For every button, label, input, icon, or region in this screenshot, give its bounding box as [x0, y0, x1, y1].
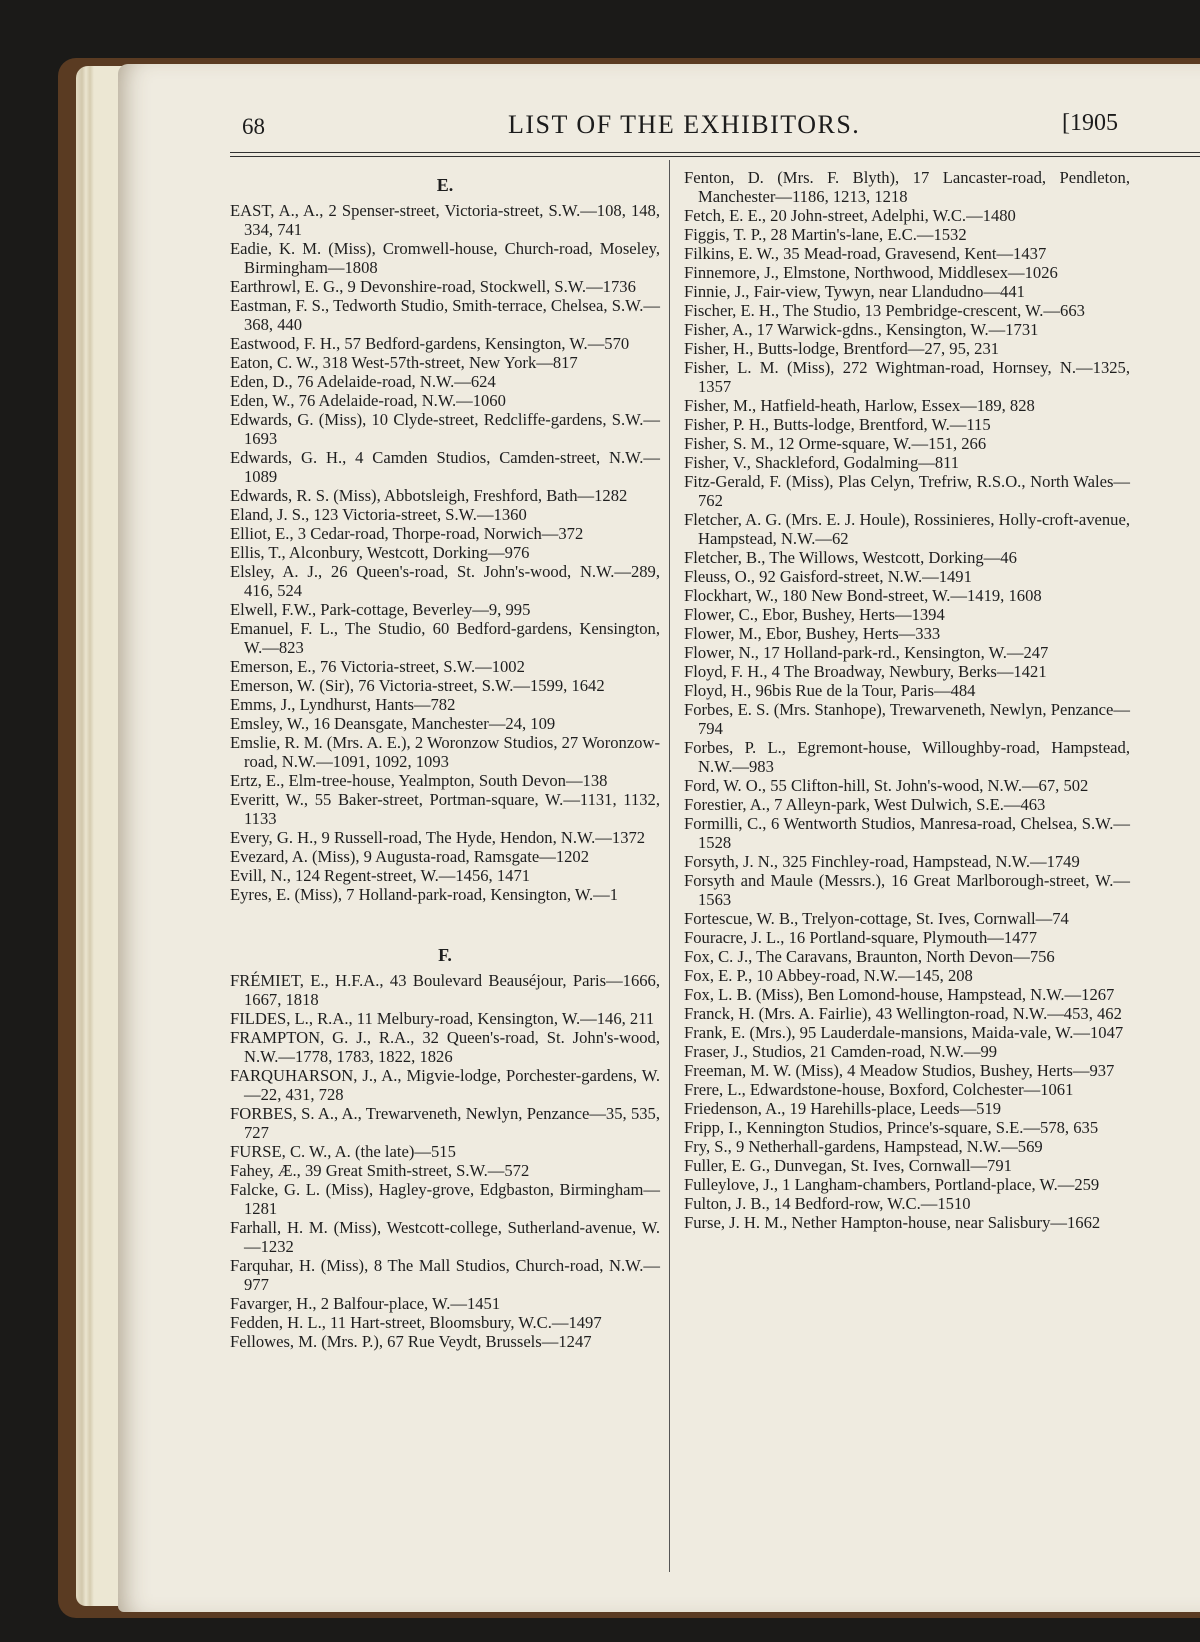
year-label: [1905: [1062, 110, 1118, 136]
exhibitor-entry: Ertz, E., Elm-tree-house, Yealmpton, South Devon—138: [230, 771, 608, 790]
exhibitor-entry: Forbes, E. S. (Mrs. Stanhope), Trewarveneth, Newlyn, Penzance—794: [684, 700, 1130, 738]
exhibitor-entry: Finnie, J., Fair-view, Tywyn, near Llandudno—441: [684, 282, 1025, 301]
column-divider: [669, 160, 670, 1572]
exhibitor-entry: Evill, N., 124 Regent-street, W.—1456, 1471: [230, 866, 531, 885]
exhibitor-entry: Fox, E. P., 10 Abbey-road, N.W.—145, 208: [684, 966, 973, 985]
exhibitor-entry: Friedenson, A., 19 Harehills-place, Leeds—519: [684, 1099, 1002, 1118]
book-page: [118, 64, 1200, 1612]
f-entries-right: [684, 168, 1130, 1232]
exhibitor-entry: Emms, J., Lyndhurst, Hants—782: [230, 695, 456, 714]
exhibitor-entry: Floyd, F. H., 4 The Broadway, Newbury, Berks—1421: [684, 662, 1047, 681]
exhibitor-entry: FORBES, S. A., A., Trewarveneth, Newlyn, Penzance—35, 535, 727: [230, 1104, 660, 1142]
exhibitor-entry: Elsley, A. J., 26 Queen's-road, St. John's-wood, N.W.—289, 416, 524: [230, 562, 660, 600]
exhibitor-entry: Fouracre, J. L., 16 Portland-square, Plymouth—1477: [684, 928, 1038, 947]
exhibitor-entry: Emslie, R. M. (Mrs. A. E.), 2 Woronzow Studios, 27 Woronzow-road, N.W.—1091, 1092, 1093: [230, 733, 660, 771]
exhibitor-entry: Furse, J. H. M., Nether Hampton-house, near Salisbury—1662: [684, 1213, 1101, 1232]
exhibitor-entry: Fisher, V., Shackleford, Godalming—811: [684, 453, 960, 472]
exhibitor-entry: Formilli, C., 6 Wentworth Studios, Manresa-road, Chelsea, S.W.—1528: [684, 814, 1130, 852]
exhibitor-entry: Fisher, A., 17 Warwick-gdns., Kensington, W.—1731: [684, 320, 1039, 339]
exhibitor-entry: Emanuel, F. L., The Studio, 60 Bedford-gardens, Kensington, W.—823: [230, 619, 660, 657]
exhibitor-entry: Forestier, A., 7 Alleyn-park, West Dulwich, S.E.—463: [684, 795, 1046, 814]
exhibitor-entry: FARQUHARSON, J., A., Migvie-lodge, Porchester-gardens, W.—22, 431, 728: [230, 1066, 660, 1104]
exhibitor-entry: Everitt, W., 55 Baker-street, Portman-square, W.—1131, 1132, 1133: [230, 790, 660, 828]
exhibitor-entry: Franck, H. (Mrs. A. Fairlie), 43 Wellington-road, N.W.—453, 462: [684, 1004, 1122, 1023]
exhibitor-entry: Filkins, E. W., 35 Mead-road, Gravesend, Kent—1437: [684, 244, 1047, 263]
exhibitor-entry: Ford, W. O., 55 Clifton-hill, St. John's-wood, N.W.—67, 502: [684, 776, 1089, 795]
exhibitor-entry: Ellis, T., Alconbury, Westcott, Dorking—976: [230, 543, 530, 562]
section-letter-e: E.: [436, 175, 454, 195]
exhibitor-entry: Eden, D., 76 Adelaide-road, N.W.—624: [230, 372, 496, 391]
left-column: [230, 168, 660, 1351]
exhibitor-entry: EAST, A., A., 2 Spenser-street, Victoria-street, S.W.—108, 148, 334, 741: [230, 201, 660, 239]
exhibitor-entry: Fulton, J. B., 14 Bedford-row, W.C.—1510: [684, 1194, 971, 1213]
exhibitor-entry: Elliot, E., 3 Cedar-road, Thorpe-road, Norwich—372: [230, 524, 584, 543]
exhibitor-entry: Fisher, L. M. (Miss), 272 Wightman-road, Hornsey, N.—1325, 1357: [684, 358, 1130, 396]
header-rule-top: [230, 152, 1200, 153]
exhibitor-entry: Fraser, J., Studios, 21 Camden-road, N.W.—99: [684, 1042, 998, 1061]
exhibitor-entry: Fortescue, W. B., Trelyon-cottage, St. Ives, Cornwall—74: [684, 909, 1069, 928]
section-letter-f: F.: [438, 945, 452, 965]
exhibitor-entry: Floyd, H., 96bis Rue de la Tour, Paris—484: [684, 681, 976, 700]
exhibitor-entry: Emsley, W., 16 Deansgate, Manchester—24, 109: [230, 714, 556, 733]
exhibitor-entry: Farhall, H. M. (Miss), Westcott-college, Sutherland-avenue, W.—1232: [230, 1218, 660, 1256]
exhibitor-entry: Fisher, P. H., Butts-lodge, Brentford, W.—115: [684, 415, 991, 434]
exhibitor-entry: Figgis, T. P., 28 Martin's-lane, E.C.—1532: [684, 225, 967, 244]
exhibitor-entry: FILDES, L., R.A., 11 Melbury-road, Kensington, W.—146, 211: [230, 1009, 655, 1028]
f-entries-left: [230, 971, 660, 1351]
exhibitor-entry: Fox, L. B. (Miss), Ben Lomond-house, Hampstead, N.W.—1267: [684, 985, 1115, 1004]
exhibitor-entry: Farquhar, H. (Miss), 8 The Mall Studios, Church-road, N.W.—977: [230, 1256, 660, 1294]
exhibitor-entry: Fischer, E. H., The Studio, 13 Pembridge-crescent, W.—663: [684, 301, 1085, 320]
exhibitor-entry: Elwell, F.W., Park-cottage, Beverley—9, 995: [230, 600, 531, 619]
exhibitor-entry: Fellowes, M. (Mrs. P.), 67 Rue Veydt, Brussels—1247: [230, 1332, 592, 1351]
exhibitor-entry: Flower, M., Ebor, Bushey, Herts—333: [684, 624, 941, 643]
exhibitor-entry: FRAMPTON, G. J., R.A., 32 Queen's-road, St. John's-wood, N.W.—1778, 1783, 1822, 1826: [230, 1028, 660, 1066]
e-entries: [230, 201, 660, 904]
exhibitor-entry: Fox, C. J., The Caravans, Braunton, North Devon—756: [684, 947, 1055, 966]
exhibitor-entry: Flower, C., Ebor, Bushey, Herts—1394: [684, 605, 945, 624]
exhibitor-entry: Emerson, W. (Sir), 76 Victoria-street, S.W.—1599, 1642: [230, 676, 605, 695]
right-column: [684, 168, 1130, 1232]
exhibitor-entry: Forsyth and Maule (Messrs.), 16 Great Marlborough-street, W.—1563: [684, 871, 1130, 909]
exhibitor-entry: FRÉMIET, E., H.F.A., 43 Boulevard Beauséjour, Paris—1666, 1667, 1818: [230, 971, 660, 1009]
exhibitor-entry: Forsyth, J. N., 325 Finchley-road, Hampstead, N.W.—1749: [684, 852, 1080, 871]
exhibitor-entry: Evezard, A. (Miss), 9 Augusta-road, Ramsgate—1202: [230, 847, 590, 866]
exhibitor-entry: Fulleylove, J., 1 Langham-chambers, Portland-place, W.—259: [684, 1175, 1100, 1194]
exhibitor-entry: Eaton, C. W., 318 West-57th-street, New York—817: [230, 353, 578, 372]
section-gap: [230, 904, 660, 938]
exhibitor-entry: Edwards, G. (Miss), 10 Clyde-street, Redcliffe-gardens, S.W.—1693: [230, 410, 660, 448]
exhibitor-entry: Fenton, D. (Mrs. F. Blyth), 17 Lancaster-road, Pendleton, Manchester—1186, 1213, 1218: [684, 168, 1130, 206]
exhibitor-entry: Forbes, P. L., Egremont-house, Willoughby-road, Hampstead, N.W.—983: [684, 738, 1130, 776]
exhibitor-entry: Frank, E. (Mrs.), 95 Lauderdale-mansions, Maida-vale, W.—1047: [684, 1023, 1124, 1042]
exhibitor-entry: Eastman, F. S., Tedworth Studio, Smith-terrace, Chelsea, S.W.—368, 440: [230, 296, 660, 334]
header-rule-bottom: [230, 156, 1200, 157]
exhibitor-entry: Eadie, K. M. (Miss), Cromwell-house, Church-road, Moseley, Birmingham—1808: [230, 239, 660, 277]
exhibitor-entry: Eastwood, F. H., 57 Bedford-gardens, Kensington, W.—570: [230, 334, 630, 353]
exhibitor-entry: Fetch, E. E., 20 John-street, Adelphi, W.C.—1480: [684, 206, 1016, 225]
exhibitor-entry: Every, G. H., 9 Russell-road, The Hyde, Hendon, N.W.—1372: [230, 828, 646, 847]
exhibitor-entry: Fletcher, B., The Willows, Westcott, Dorking—46: [684, 548, 1017, 567]
exhibitor-entry: Fisher, S. M., 12 Orme-square, W.—151, 266: [684, 434, 987, 453]
exhibitor-entry: Freeman, M. W. (Miss), 4 Meadow Studios, Bushey, Herts—937: [684, 1061, 1115, 1080]
exhibitor-entry: Flower, N., 17 Holland-park-rd., Kensington, W.—247: [684, 643, 1049, 662]
exhibitor-entry: Eyres, E. (Miss), 7 Holland-park-road, Kensington, W.—1: [230, 885, 619, 904]
exhibitor-entry: Edwards, R. S. (Miss), Abbotsleigh, Freshford, Bath—1282: [230, 486, 628, 505]
page-number: 68: [242, 114, 265, 139]
exhibitor-entry: Fry, S., 9 Netherhall-gardens, Hampstead, N.W.—569: [684, 1137, 1043, 1156]
exhibitor-entry: Frere, L., Edwardstone-house, Boxford, Colchester—1061: [684, 1080, 1074, 1099]
page-title: LIST OF THE EXHIBITORS.: [508, 110, 861, 139]
page-header: [118, 110, 1200, 150]
exhibitor-entry: FURSE, C. W., A. (the late)—515: [230, 1142, 456, 1161]
exhibitor-entry: Eland, J. S., 123 Victoria-street, S.W.—1360: [230, 505, 527, 524]
exhibitor-entry: Flockhart, W., 180 New Bond-street, W.—1419, 1608: [684, 586, 1042, 605]
exhibitor-entry: Fripp, I., Kennington Studios, Prince's-square, S.E.—578, 635: [684, 1118, 1099, 1137]
exhibitor-entry: Fahey, Æ., 39 Great Smith-street, S.W.—572: [230, 1161, 530, 1180]
exhibitor-entry: Favarger, H., 2 Balfour-place, W.—1451: [230, 1294, 501, 1313]
exhibitor-entry: Fuller, E. G., Dunvegan, St. Ives, Cornwall—791: [684, 1156, 1012, 1175]
exhibitor-entry: Eden, W., 76 Adelaide-road, N.W.—1060: [230, 391, 506, 410]
exhibitor-entry: Fletcher, A. G. (Mrs. E. J. Houle), Rossinieres, Holly-croft-avenue, Hampstead, N.W.—62: [684, 510, 1130, 548]
exhibitor-entry: Fedden, H. L., 11 Hart-street, Bloomsbury, W.C.—1497: [230, 1313, 602, 1332]
exhibitor-entry: Edwards, G. H., 4 Camden Studios, Camden-street, N.W.—1089: [230, 448, 660, 486]
exhibitor-entry: Falcke, G. L. (Miss), Hagley-grove, Edgbaston, Birmingham—1281: [230, 1180, 660, 1218]
exhibitor-entry: Finnemore, J., Elmstone, Northwood, Middlesex—1026: [684, 263, 1058, 282]
exhibitor-entry: Fitz-Gerald, F. (Miss), Plas Celyn, Trefriw, R.S.O., North Wales—762: [684, 472, 1130, 510]
exhibitor-entry: Fleuss, O., 92 Gaisford-street, N.W.—1491: [684, 567, 972, 586]
exhibitor-entry: Fisher, M., Hatfield-heath, Harlow, Essex—189, 828: [684, 396, 1035, 415]
exhibitor-entry: Fisher, H., Butts-lodge, Brentford—27, 95, 231: [684, 339, 1000, 358]
exhibitor-entry: Earthrowl, E. G., 9 Devonshire-road, Stockwell, S.W.—1736: [230, 277, 636, 296]
exhibitor-entry: Emerson, E., 76 Victoria-street, S.W.—1002: [230, 657, 525, 676]
